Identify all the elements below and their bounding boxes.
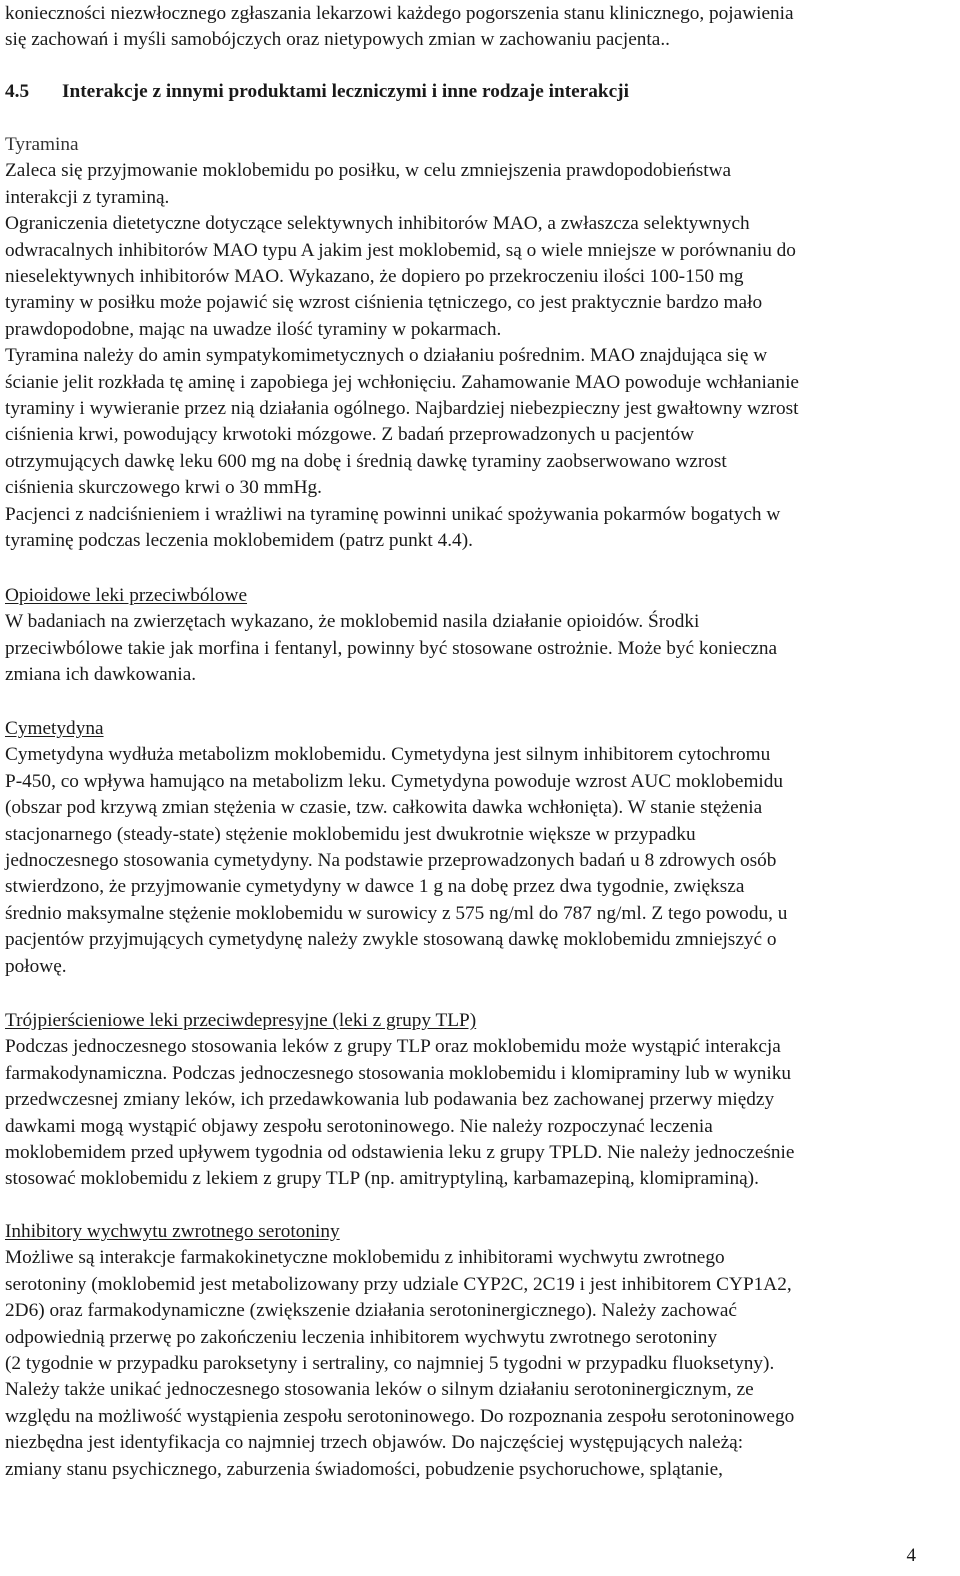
paragraph-line: (obszar pod krzywą zmian stężenia w czasie, tzw. całkowita dawka wchłonięta). W stanie stężenia [5, 797, 763, 819]
paragraph-line: tyraminy i wywieranie przez nią działania ogólnego. Najbardziej niebezpieczny jest gwałtowny wzrost [5, 398, 799, 420]
block-cymetydyna [5, 716, 787, 980]
paragraph-line: Tyramina należy do amin sympatykomimetycznych o działaniu pośrednim. MAO znajdująca się w [5, 345, 768, 367]
block-tyramina [5, 132, 799, 555]
paragraph-line: ciśnienia krwi, powodujący krwotoki mózgowe. Z badań przeprowadzonych u pacjentów [5, 424, 695, 446]
paragraph-line: 2D6) oraz farmakodynamiczne (zwiększenie działania serotoninergicznego). Należy zachować [5, 1300, 737, 1322]
paragraph-line: przedwczesnej zmiany leków, ich przedawkowania lub podawania bez zachowanej przerwy między [5, 1089, 775, 1111]
block-ssri [5, 1219, 794, 1483]
paragraph-line: serotoniny (moklobemid jest metabolizowany przy udziale CYP2C, 2C19 i jest inhibitorem CYP1A2, [5, 1273, 792, 1295]
page-number: 4 [906, 1545, 916, 1566]
paragraph-line: otrzymujących dawkę leku 600 mg na dobę i średnią dawkę tyraminy zaobserwowano wzrost [5, 450, 727, 472]
paragraph-line: zmiana ich dawkowania. [5, 664, 197, 686]
paragraph-line: niezbędna jest identyfikacja co najmniej trzech objawów. Do najczęściej występujących należą: [5, 1432, 744, 1454]
paragraph-line: tyraminy w posiłku może pojawić się wzrost ciśnienia tętniczego, co jest praktycznie bardzo mało [5, 292, 763, 314]
paragraph-line: przeciwbólowe takie jak morfina i fentanyl, powinny być stosowane ostrożnie. Może być konieczna [5, 637, 778, 659]
paragraph-line: nieselektywnych inhibitorów MAO. Wykazano, że dopiero po przekroczeniu ilości 100-150 mg [5, 266, 744, 288]
paragraph-line: prawdopodobne, mając na uwadze ilość tyraminy w pokarmach. [5, 318, 502, 340]
paragraph-line: względu na możliwość wystąpienia zespołu serotoninowego. Do rozpoznania zespołu serotoninowego [5, 1405, 795, 1427]
section-number: 4.5 [5, 81, 30, 102]
paragraph-line: zmiany stanu psychicznego, zaburzenia świadomości, pobudzenie psychoruchowe, splątanie, [5, 1458, 723, 1480]
paragraph-line: stosować moklobemidu z lekiem z grupy TLP (np. amitryptyliną, karbamazepiną, klomipraminą). [5, 1168, 759, 1190]
subheading-ssri: Inhibitory wychwytu zwrotnego serotoniny [5, 1221, 340, 1242]
subheading-opioidowe: Opioidowe leki przeciwbólowe [5, 585, 248, 606]
paragraph-line: farmakodynamiczna. Podczas jednoczesnego stosowania moklobemidu i klomipraminy lub w wyniku [5, 1062, 792, 1084]
paragraph-line: Podczas jednoczesnego stosowania leków z grupy TLP oraz moklobemidu może wystąpić interakcja [5, 1036, 781, 1058]
subheading-tlp: Trójpierścieniowe leki przeciwdepresyjne (leki z grupy TLP) [5, 1010, 477, 1031]
paragraph-line: P-450, co wpływa hamująco na metabolizm leku. Cymetydyna powoduje wzrost AUC moklobemidu [5, 770, 784, 792]
paragraph-line: stacjonarnego (steady-state) stężenie moklobemidu jest dwukrotnie większe w przypadku [5, 823, 696, 845]
paragraph-line: pacjentów przyjmujących cymetydynę należy zwykle stosowaną dawkę moklobemidu zmniejszyć o [5, 929, 777, 951]
paragraph-line: średnio maksymalne stężenie moklobemidu w surowicy z 575 ng/ml do 787 ng/ml. Z tego powodu, u [5, 902, 788, 924]
subheading-tyramina: Tyramina [5, 134, 79, 155]
paragraph-line: Zaleca się przyjmowanie moklobemidu po posiłku, w celu zmniejszenia prawdopodobieństwa [5, 160, 732, 182]
paragraph-line: Pacjenci z nadciśnieniem i wrażliwi na tyraminę powinni unikać spożywania pokarmów bogatych w [5, 503, 781, 525]
block-opioidowe [5, 583, 777, 689]
paragraph-line: interakcji z tyraminą. [5, 186, 170, 208]
intro-line: się zachowań i myśli samobójczych oraz nietypowych zmian w zachowaniu pacjenta.. [5, 29, 670, 51]
paragraph-line: ścianie jelit rozkłada tę aminę i zapobiega jej wchłonięciu. Zahamowanie MAO powoduje wchłanianie [5, 371, 799, 393]
paragraph-line: W badaniach na zwierzętach wykazano, że moklobemid nasila działanie opioidów. Środki [5, 611, 700, 633]
paragraph-line: stwierdzono, że przyjmowanie cymetydyny w dawce 1 g na dobę przez dwa tygodnie, zwiększa [5, 876, 745, 898]
section-title: Interakcje z innymi produktami leczniczymi i inne rodzaje interakcji [62, 81, 629, 102]
block-tlp [5, 1008, 794, 1193]
paragraph-line: Cymetydyna wydłuża metabolizm moklobemidu. Cymetydyna jest silnym inhibitorem cytochromu [5, 744, 771, 766]
paragraph-line: jednoczesnego stosowania cymetydyny. Na podstawie przeprowadzonych badań u 8 zdrowych osób [5, 850, 777, 872]
paragraph-line: dawkami mogą wystąpić objawy zespołu serotoninowego. Nie należy rozpoczynać leczenia [5, 1115, 713, 1137]
subheading-cymetydyna: Cymetydyna [5, 718, 104, 739]
paragraph-line: moklobemidem przed upływem tygodnia od odstawienia leku z grupy TPLD. Nie należy jednocześnie [5, 1142, 795, 1164]
section-heading [5, 79, 629, 105]
paragraph-line: Możliwe są interakcje farmakokinetyczne moklobemidu z inhibitorami wychwytu zwrotnego [5, 1247, 725, 1269]
intro-line: konieczności niezwłocznego zgłaszania lekarzowi każdego pogorszenia stanu klinicznego, pojawienia [5, 3, 794, 24]
paragraph-line: Należy także unikać jednoczesnego stosowania leków o silnym działaniu serotoninergicznym, ze [5, 1379, 754, 1401]
intro-paragraph [5, 1, 794, 54]
paragraph-line: tyraminę podczas leczenia moklobemidem (patrz punkt 4.4). [5, 530, 473, 552]
paragraph-line: ciśnienia skurczowego krwi o 30 mmHg. [5, 477, 323, 499]
paragraph-line: odwracalnych inhibitorów MAO typu A jakim jest moklobemid, są o wiele mniejsze w porównaniu do [5, 239, 796, 261]
paragraph-line: połowę. [5, 955, 67, 977]
paragraph-line: Ograniczenia dietetyczne dotyczące selektywnych inhibitorów MAO, a zwłaszcza selektywnych [5, 213, 750, 235]
paragraph-line: odpowiednią przerwę po zakończeniu leczenia inhibitorem wychwytu zwrotnego serotoniny [5, 1326, 718, 1348]
paragraph-line: (2 tygodnie w przypadku paroksetyny i sertraliny, co najmniej 5 tygodni w przypadku fluoksetyny). [5, 1353, 775, 1375]
